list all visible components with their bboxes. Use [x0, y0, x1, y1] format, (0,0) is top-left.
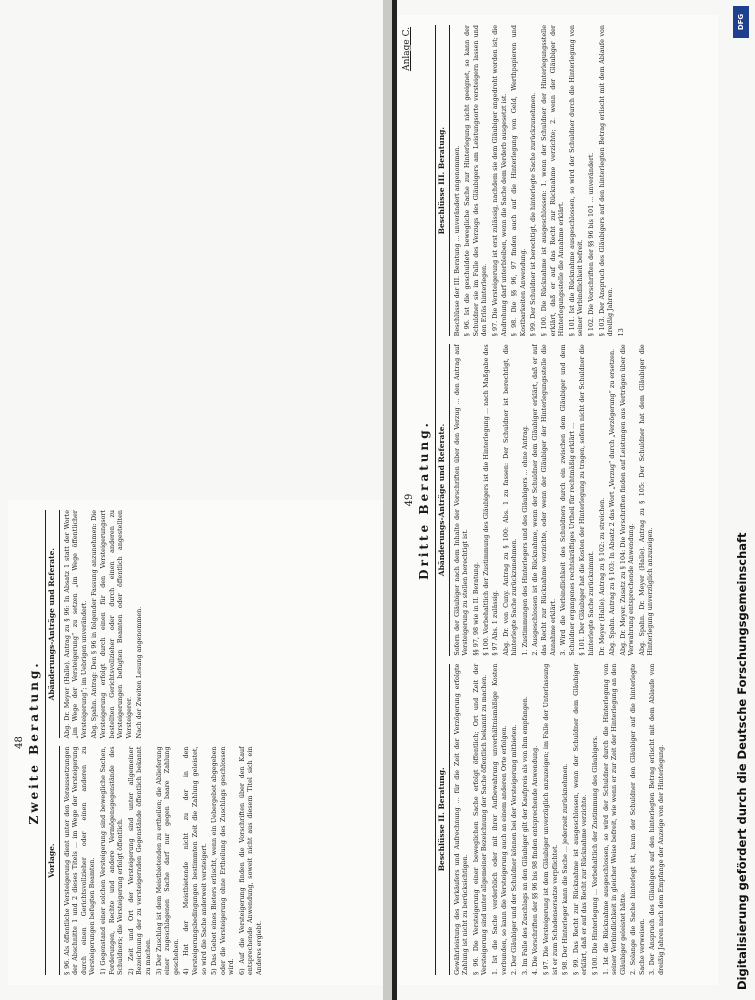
- right-col-antraege: [438, 344, 668, 655]
- appendix-tag: Anlage C.: [402, 27, 412, 71]
- right-col-beschluesse-3-body: [453, 25, 626, 336]
- paragraph: 1. Zustimmungen des Hinterlegers und des Gläubigers ... ohne Antrag.: [520, 425, 529, 656]
- paragraph: 5) Das Gebot eines Bieters erlischt, wenn ein Uebergebot abgegeben oder die Versteigerung ohne Ertheilung des Zuschlags geschlossen wird.: [210, 746, 236, 975]
- paragraph: Abg. Dr. Meyer (Halle). Antrag zu § 96: In Absatz 1 statt der Worte „im Wege der Versteigerung“ zu setzen „im Wege öffentlicher Versteigerung“; im Uebrigen unverändert.: [62, 510, 88, 739]
- paragraph: Abg. Spahn. Antrag zu § 103: In Absatz 2 das Wort „Verzug“ durch „Verzögerung“ zu ersetzen.: [608, 348, 617, 656]
- paragraph: § 99. Der Schuldner ist berechtigt, die hinterlegte Sache zurückzunehmen.: [529, 92, 538, 337]
- right-col-beschluesse-3: [438, 25, 668, 336]
- paragraph: § 100. Vorbehaltlich der Zustimmung des Gläubigers ist die Hinterlegung ... nach Maßgabe des § 97 Abs. 1 zulässig.: [482, 344, 499, 656]
- paragraph: 1) Gegenstand einer solchen Versteigerung sind bewegliche Sachen, Forderungen, Rechte und andere Vermögensgegenstände des Schuldners; die Versteigerung erfolgt öffentlich.: [98, 746, 125, 975]
- paragraph: 1. Ist die Sache verderblich oder mit ihrer Aufbewahrung unverhältnismäßige Kosten verbunden, so kann die Versteigerung auch an einem anderen Orte erfolgen.: [490, 663, 508, 975]
- paragraph: 6) Auf die Versteigerung finden die Vorschriften über den Kauf entsprechende Anwendung, soweit nicht aus diesem Titel sich ein Anderes ergiebt.: [237, 746, 264, 975]
- right-col-beschluesse-2-body: [453, 664, 666, 975]
- right-col-beschluesse-3-header: Beschlüsse III. Beratung.: [438, 25, 450, 336]
- paragraph: 4) Hat der Meistbietende nicht zu der in den Versteigerungsbedingungen bestimmten Zeit die Zahlung geleistet, so wird die Sache anderweit versteigert.: [182, 746, 208, 975]
- paragraph: § 100. Die Rücknahme ist ausgeschlossen: 1. wenn der Schuldner der Hinterlegungsstelle erklärt, daß er auf das Recht zur Rücknahme verzichte; 2. wenn der Gläubiger der Hinterlegungsstelle die Annahme erklärt.: [539, 25, 566, 337]
- paragraph: 2) Zeit und Ort der Versteigerung sind unter allgemeiner Bezeichnung der zu versteigernden Gegenstände öffentlich bekannt zu machen.: [126, 746, 152, 975]
- paragraph: § 98. Der Hinterleger kann die Sache ... jederzeit zurücknehmen.: [561, 763, 570, 975]
- left-col-antraege: [48, 510, 266, 739]
- left-top-rule: [45, 510, 46, 975]
- paragraph: 3. Wird die Verbindlichkeit des Schuldners durch ein zwischen dem Gläubiger und dem Schuldner ergangenes rechtskräftiges Urtheil für rechtmäßig erklärt ...: [559, 344, 576, 656]
- paragraph: § 99. Das Recht zur Rücknahme ist ausgeschlossen, wenn der Schuldner dem Gläubiger erklärt, daß er auf das Recht zur Rücknahme verzichte.: [571, 663, 589, 975]
- dfg-logo-text: DFG: [737, 13, 745, 31]
- paragraph: Dr. Meyer (Halle). Antrag zu § 102: zu streichen.: [597, 497, 606, 656]
- paragraph: Abg. Dr. von Cuny. Antrag zu § 100: Abs. 1 zu fassen: Der Schuldner ist berechtigt, die hinterlegte Sache zurückzunehmen.: [501, 344, 519, 656]
- paragraph: 1. Ist die Rücknahme ausgeschlossen, so wird der Schuldner durch die Hinterlegung von seiner Verbindlichkeit in gleicher Weise befreit, wie wenn er zur Zeit der Hinterlegung an den Gläubiger geleistet hätte.: [601, 663, 627, 975]
- left-columns: [48, 510, 266, 975]
- paragraph: 3. Der Anspruch des Gläubigers auf den hinterlegten Betrag erlischt mit dem Ablaufe von dreißig Jahren nach dem Empfange der Anzeige von der Hinterlegung.: [648, 663, 666, 975]
- left-page: [8, 500, 393, 985]
- paragraph: § 96. Die Versteigerung einer beweglichen Sache erfolgt öffentlich; Ort und Zeit der Versteigerung sind unter allgemeiner Bezeichnung der Sache öffentlich bekannt zu machen.: [471, 663, 489, 975]
- left-col-vorlage-body: [63, 747, 264, 976]
- paragraph: Abg. Dr. Meyer. Zusatz zu § 104: Die Vorschriften finden auf Leistungen aus Verträgen über die Verwahrung entsprechende Anwendung.: [618, 344, 636, 656]
- paragraph: § 102. Die Vorschriften der §§ 96 bis 101 ... unverändert.: [586, 152, 595, 337]
- right-running-title: Dritte Beratung.: [417, 420, 431, 580]
- left-col-antraege-body: [63, 510, 144, 739]
- paragraph: § 103. Der Anspruch des Gläubigers auf den hinterlegten Betrag erlischt mit dem Ablaufe von dreißig Jahren.: [597, 25, 615, 337]
- paragraph: Nach der Zweiten Lesung angenommen.: [135, 606, 144, 739]
- right-top-rule: [435, 25, 436, 975]
- paragraph: 13: [616, 328, 625, 337]
- paragraph: 2. Solange die Sache hinterlegt ist, kann der Schuldner den Gläubiger auf die hinterlegte Sache verweisen.: [629, 663, 646, 975]
- paragraph: § 97. Die Versteigerung ist dem Gläubiger unverzüglich anzuzeigen; im Falle der Unterlassung ist er zum Schadensersatze verpflichtet.: [541, 663, 559, 975]
- book-binding-line: [392, 0, 397, 1000]
- book-spine-shadow: [383, 0, 392, 1000]
- paragraph: § 98. Die §§ 96, 97 finden auch auf die Hinterlegung von Geld, Werthpapieren und Kostbarkeiten Anwendung.: [510, 25, 527, 337]
- right-page-number: 49: [404, 493, 415, 507]
- left-running-title: Zweite Beratung.: [27, 660, 41, 825]
- right-col-antraege-header: Abänderungs-Anträge und Referate.: [438, 344, 450, 655]
- paragraph: § 101. Ist die Rücknahme ausgeschlossen, so wird der Schuldner durch die Hinterlegung von seiner Verbindlichkeit befreit.: [567, 25, 585, 337]
- paragraph: Abg. Spahn. Antrag: Den § 96 in folgender Fassung anzunehmen: Die Versteigerung erfolgt durch einen für den Versteigerungsort bestellten Gerichtsvollzieher oder durch einen anderen zu Versteigerungen befugten Beamten oder öffentlich angestellten Versteigerer.: [90, 510, 133, 739]
- paragraph: §§ 97, 98 wie in II. Beratung.: [471, 561, 480, 656]
- paragraph: 4. Die Vorschriften der §§ 96 bis 98 finden entsprechende Anwendung.: [531, 745, 540, 975]
- left-col-vorlage-header: Vorlage.: [48, 747, 60, 976]
- paragraph: § 96. Ist die geschuldete bewegliche Sache zur Hinterlegung nicht geeignet, so kann der Schuldner sie im Falle des Verzugs des Gläubigers am Leistungsorte versteigern lassen und den Erlös hinterlegen.: [463, 25, 489, 337]
- paragraph: Sofern der Gläubiger nach dem Inhalte der Vorschriften über den Verzug ... den Antrag auf Versteigerung zu stellen berechtigt ist.: [452, 344, 470, 656]
- paragraph: § 97. Die Versteigerung ist erst zulässig, nachdem sie dem Gläubiger angedroht worden ist; die Androhung darf unterbleiben, wenn die Sache dem Verderb ausgesetzt ist.: [490, 25, 508, 337]
- left-col-antraege-header: Abänderungs-Anträge und Referate.: [48, 510, 60, 739]
- paragraph: 3. Im Falle des Zuschlags an den Gläubiger gilt der Kaufpreis als von ihm empfangen.: [520, 696, 529, 975]
- right-page: [398, 15, 718, 985]
- right-col-beschluesse-2-header: Beschlüsse II. Beratung.: [438, 664, 450, 975]
- paragraph: Gewährleistung des Verkäufers und Aufrechnung ... für die Zeit der Verzögerung erfolgte Zahlung ist nicht zu berücksichtigen.: [452, 663, 470, 975]
- right-col-beschluesse-2: [438, 664, 668, 975]
- paragraph: Abg. Spahn. Dr. Meyer (Halle). Antrag zu § 105: Der Schuldner hat dem Gläubiger die Hinterlegung unverzüglich anzuzeigen.: [637, 344, 655, 656]
- right-col-antraege-body: [453, 344, 655, 655]
- dfg-logo-icon: [733, 6, 749, 38]
- right-columns: [438, 25, 668, 975]
- left-col-vorlage: [48, 747, 266, 976]
- paragraph: § 101. Der Gläubiger hat die Kosten der Hinterlegung zu tragen, sofern nicht der Schuldner die hinterlegte Sache zurücknimmt.: [578, 344, 595, 656]
- paragraph: 3) Der Zuschlag ist dem Meistbietenden zu ertheilen; die Ablieferung einer zugeschlagenen Sache darf nur gegen baare Zahlung geschehen.: [154, 746, 180, 975]
- paragraph: 2. Der Gläubiger und der Schuldner können bei der Versteigerung mitbieten.: [510, 724, 519, 975]
- paragraph: Beschlüsse der III. Beratung ... unverändert angenommen.: [452, 145, 461, 337]
- dfg-funding-notice: Digitalisierung gefördert durch die Deutsche Forschungsgemeinschaft: [735, 532, 749, 990]
- paragraph: § 96. Als öffentliche Versteigerung dient unter den Voraussetzungen der Abschnitte 1 und 2 dieses Titels ... im Wege der Versteigerung durch einen Gerichtsvollzieher oder einen anderen zu Versteigerungen befugten Beamten.: [62, 746, 97, 975]
- paragraph: 2. Ausgeschlossen ist die Rücknahme, wenn der Schuldner dem Gläubiger erklärt, daß er auf das Recht zur Rücknahme verzichte, oder wenn der Gläubiger der Hinterlegungsstelle die Annahme erklärt.: [531, 344, 557, 656]
- paragraph: § 100. Die Hinterlegung ... Vorbehaltlich der Zustimmung des Gläubigers.: [590, 735, 599, 975]
- left-page-number: 48: [14, 736, 25, 749]
